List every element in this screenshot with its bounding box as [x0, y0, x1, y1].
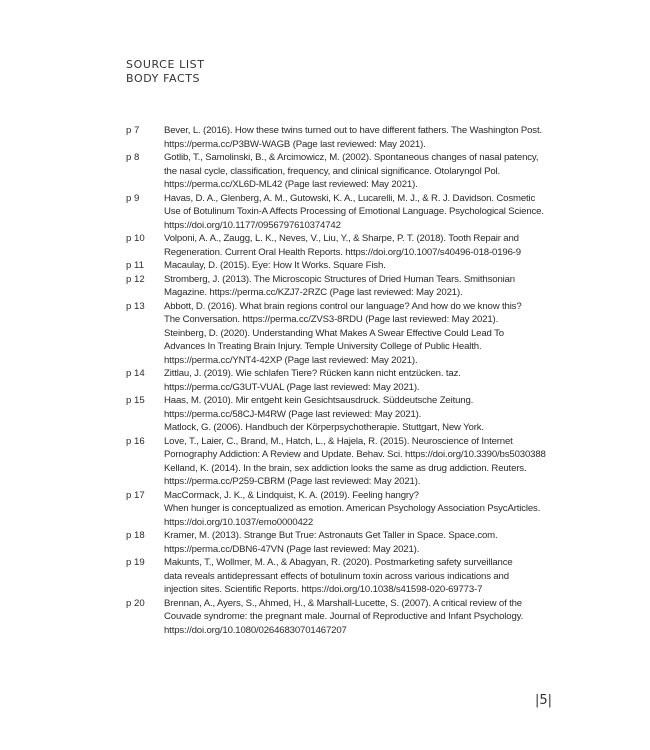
source-entry — [126, 394, 526, 435]
source-page-ref: p 10 — [126, 233, 145, 244]
reference-line: When hunger is conceptualized as emotion. American Psychology Association PsycArticles. — [164, 503, 541, 514]
reference-line: Havas, D. A., Glenberg, A. M., Gutowski, K. A., Lucarelli, M. J., & R. J. Davidson. Cosmetic — [164, 192, 536, 204]
source-page-ref: p 15 — [126, 395, 145, 406]
reference-line: Regeneration. Current Oral Health Reports. https://doi.org/10.1007/s40496-018-0196-9 — [164, 246, 521, 258]
reference-line: MacCormack, J. K., & Lindquist, K. A. (2019). Feeling hangry? — [164, 489, 419, 501]
source-page-ref: p 13 — [126, 300, 145, 312]
source-page-ref: p 17 — [126, 489, 145, 501]
source-entry — [126, 367, 526, 394]
source-references — [164, 435, 546, 489]
source-references — [164, 529, 526, 556]
source-page-ref: p 18 — [126, 530, 145, 541]
reference-line: Haas, M. (2010). Mir entgeht kein Gesichtsausdruck. Süddeutsche Zeitung. — [164, 395, 474, 406]
reference-line: Volponi, A. A., Zaugg, L. K., Neves, V., Liu, Y., & Sharpe, P. T. (2018). Tooth Repair and — [164, 233, 519, 244]
source-entry — [126, 192, 544, 233]
reference-line: Makunts, T., Wollmer, M. A., & Abagyan, R. (2020). Postmarketing safety surveillance — [164, 557, 513, 568]
source-entry — [126, 556, 526, 597]
heading-body-facts: BODY FACTS — [126, 72, 201, 85]
page-number: |5| — [535, 693, 553, 708]
reference-line: Gotlib, T., Samolinski, B., & Arcimowicz, M. (2002). Spontaneous changes of nasal patency, — [164, 152, 539, 163]
source-page-ref: p 8 — [126, 152, 140, 163]
source-entry — [126, 232, 526, 259]
reference-line: https://doi.org/10.1177/0956797610374742 — [164, 219, 341, 231]
section-heading — [126, 58, 205, 86]
reference-line: Pornography Addiction: A Review and Update. Behav. Sci. https://doi.org/10.3390/bs5030388 — [164, 449, 546, 460]
reference-line: The Conversation. https://perma.cc/ZVS3-8RDU (Page last reviewed: May 2021). — [164, 314, 499, 325]
reference-line: Magazine. https://perma.cc/KZJ7-2RZC (Page last reviewed: May 2021). — [164, 287, 463, 298]
source-entry — [126, 597, 526, 638]
source-list — [126, 124, 546, 637]
source-page-ref: p 11 — [126, 260, 144, 271]
source-entry — [126, 489, 541, 530]
source-references — [164, 232, 526, 259]
source-references — [164, 124, 542, 151]
reference-line: Couvade syndrome: the pregnant male. Journal of Reproductive and Infant Psychology. — [164, 611, 524, 622]
source-references — [164, 394, 526, 435]
reference-line: Use of Botulinum Toxin-A Affects Processing of Emotional Language. Psychological Science. — [164, 206, 544, 217]
source-page-ref: p 14 — [126, 368, 145, 379]
reference-line: https://perma.cc/G3UT-VUAL (Page last reviewed: May 2021). — [164, 381, 420, 393]
heading-source-list: SOURCE LIST — [126, 58, 205, 71]
reference-line: Advances In Treating Brain Injury. Temple University College of Public Health. — [164, 341, 482, 352]
reference-line: https://perma.cc/58CJ-M4RW (Page last reviewed: May 2021). — [164, 408, 422, 420]
source-page-ref: p 16 — [126, 435, 145, 447]
source-page-ref: p 9 — [126, 192, 140, 204]
reference-line: https://doi.org/10.1080/02646830701467207 — [164, 624, 347, 636]
source-page-ref: p 7 — [126, 125, 140, 136]
reference-line: Love, T., Laier, C., Brand, M., Hatch, L., & Hajela, R. (2015). Neuroscience of Internet — [164, 435, 513, 447]
reference-line: https://perma.cc/P3BW-WAGB (Page last reviewed: May 2021). — [164, 138, 426, 150]
reference-line: https://perma.cc/YNT4-42XP (Page last reviewed: May 2021). — [164, 354, 418, 366]
source-entry — [126, 435, 546, 489]
reference-line: https://doi.org/10.1037/emo0000422 — [164, 516, 314, 528]
source-entry — [126, 529, 526, 556]
reference-line: Stromberg, J. (2013). The Microscopic Structures of Dried Human Tears. Smithsonian — [164, 273, 515, 285]
source-references — [164, 273, 526, 300]
reference-line: Macaulay, D. (2015). Eye: How It Works. Square Fish. — [164, 260, 386, 271]
source-references — [164, 489, 540, 530]
reference-line: the nasal cycle, classification, frequency, and clinical significance. Otolaryngol Pol. — [164, 165, 501, 177]
reference-line: Steinberg, D. (2020). Understanding What Makes A Swear Effective Could Lead To — [164, 327, 504, 339]
reference-line: Brennan, A., Ayers, S., Ahmed, H., & Marshall-Lucette, S. (2007). A critical review of the — [164, 597, 522, 609]
source-entry — [126, 273, 526, 300]
source-entry — [126, 300, 526, 368]
source-references — [164, 151, 538, 192]
source-page-ref: p 12 — [126, 273, 145, 285]
reference-line: https://perma.cc/P259-CBRM (Page last reviewed: May 2021). — [164, 476, 421, 487]
reference-line: https://perma.cc/XL6D-ML42 (Page last reviewed: May 2021). — [164, 179, 418, 190]
reference-line: Kelland, K. (2014). In the brain, sex addiction looks the same as drug addiction. Reuters. — [164, 462, 527, 474]
source-references — [164, 300, 526, 368]
reference-line: Abbott, D. (2016). What brain regions control our language? And how do we know this? — [164, 300, 522, 312]
reference-line: https://perma.cc/DBN6-47VN (Page last reviewed: May 2021). — [164, 543, 420, 555]
source-entry — [126, 151, 539, 192]
source-references — [164, 192, 544, 233]
source-references — [164, 367, 526, 394]
reference-line: injection sites. Scientific Reports. https://doi.org/10.1038/s41598-020-69773-7 — [164, 584, 483, 595]
source-references — [164, 259, 526, 273]
reference-line: Zittlau, J. (2019). Wie schlafen Tiere? Rücken kann nicht entzücken. taz. — [164, 368, 461, 379]
reference-line: data reveals antidepressant effects of botulinum toxin across various indications and — [164, 570, 509, 582]
source-references — [164, 556, 526, 597]
source-entry — [126, 124, 542, 151]
reference-line: Matlock, G. (2006). Handbuch der Körperpsychotherapie. Stuttgart, New York. — [164, 422, 484, 433]
source-page-ref: p 19 — [126, 557, 145, 568]
source-page-ref: p 20 — [126, 597, 145, 609]
reference-line: Bever, L. (2016). How these twins turned out to have different fathers. The Washington Post. — [164, 125, 542, 136]
reference-line: Kramer, M. (2013). Strange But True: Astronauts Get Taller in Space. Space.com. — [164, 530, 498, 541]
source-references — [164, 597, 526, 638]
source-entry — [126, 259, 526, 273]
